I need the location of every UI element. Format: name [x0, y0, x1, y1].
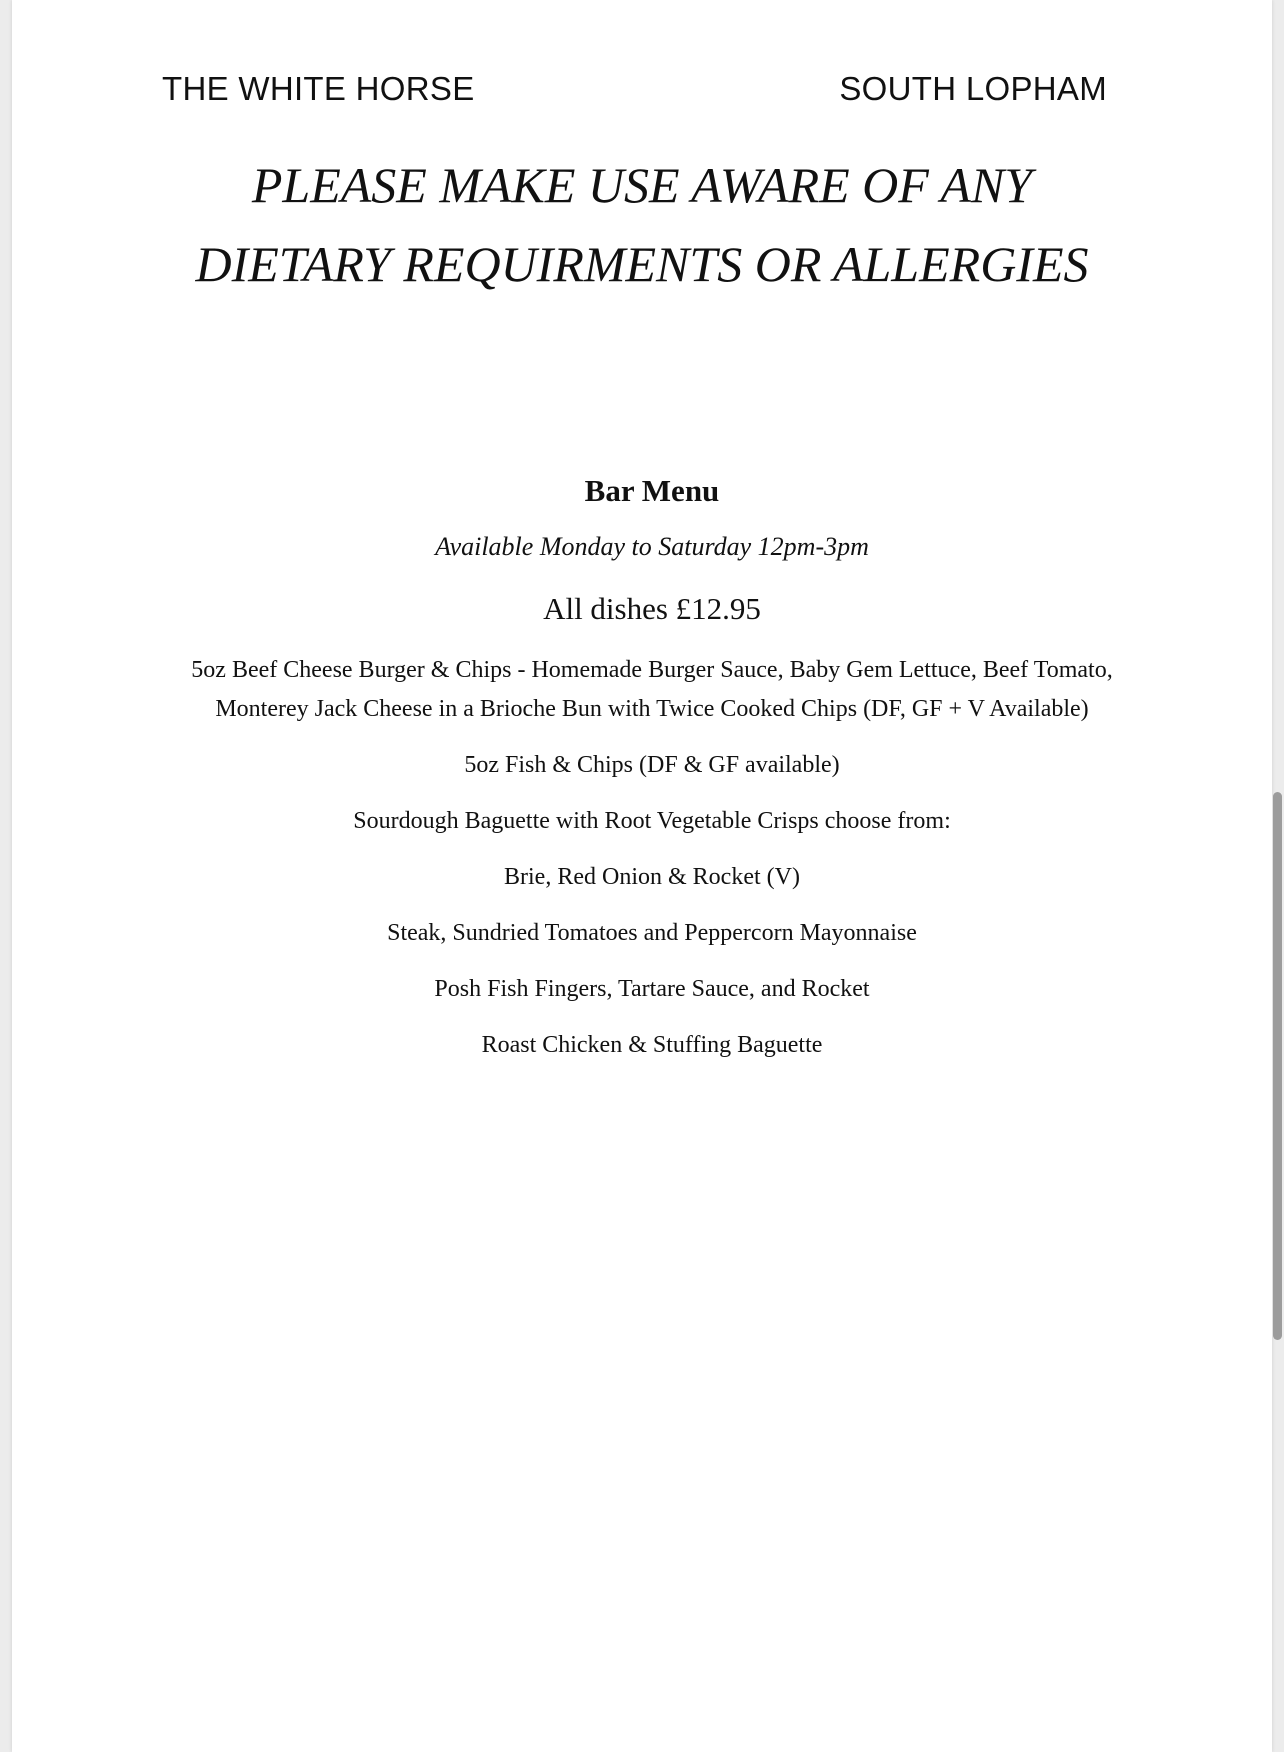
menu-item: 5oz Beef Cheese Burger & Chips - Homemade Burger Sauce, Baby Gem Lettuce, Beef Tomato, Monterey Jack Cheese in a Brioche Bun with Twice Cooked Chips (DF, GF + V Available)	[191, 657, 1113, 722]
menu-item: Steak, Sundried Tomatoes and Peppercorn Mayonnaise	[387, 920, 917, 946]
allergy-notice-line-1: PLEASE MAKE USE AWARE OF ANY	[251, 157, 1033, 213]
document-page	[12, 0, 1272, 1752]
menu-availability: Available Monday to Saturday 12pm-3pm	[435, 532, 869, 561]
menu-price: All dishes £12.95	[543, 591, 761, 626]
pub-name: THE WHITE HORSE	[162, 70, 475, 107]
bar-menu	[152, 465, 1152, 1065]
menu-item: Roast Chicken & Stuffing Baguette	[481, 1032, 823, 1058]
menu-item: Sourdough Baguette with Root Vegetable Crisps choose from:	[353, 808, 951, 834]
vertical-scrollbar[interactable]	[1273, 792, 1282, 1340]
menu-title: Bar Menu	[584, 473, 720, 508]
pub-location: SOUTH LOPHAM	[839, 70, 1107, 107]
allergy-notice	[12, 146, 1272, 304]
menu-item: Posh Fish Fingers, Tartare Sauce, and Rocket	[434, 976, 870, 1002]
menu-item: 5oz Fish & Chips (DF & GF available)	[464, 752, 840, 778]
menu-item: Brie, Red Onion & Rocket (V)	[504, 864, 800, 890]
allergy-notice-line-2: DIETARY REQUIRMENTS OR ALLERGIES	[195, 236, 1089, 292]
